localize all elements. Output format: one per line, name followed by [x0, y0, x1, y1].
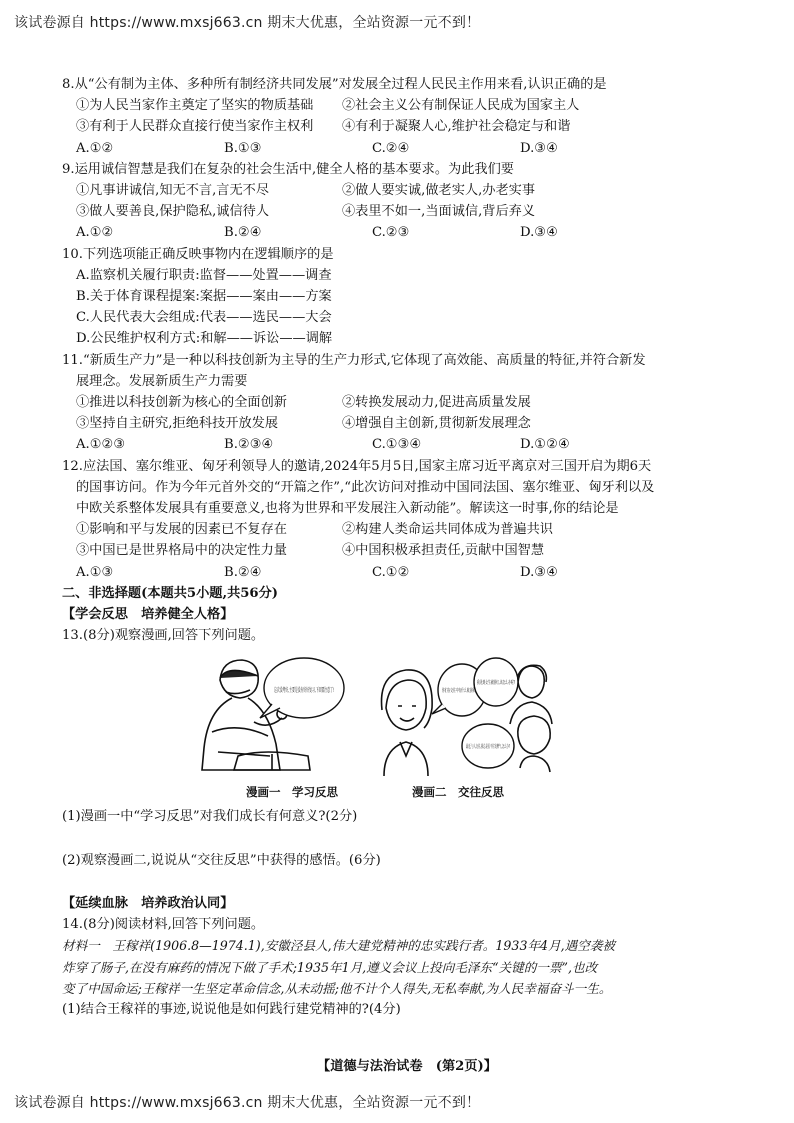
exam-page: [62, 74, 752, 1077]
bubble-text: 最近,与人交往,我总是忍不住发脾气,怎么办?: [466, 744, 564, 751]
question-10-stem: 10.下列选项能正确反映事物内在逻辑顺序的是: [62, 246, 334, 262]
statement: ①影响和平与发展的因素已不复存在: [76, 522, 287, 538]
watermark-top: 该试卷源自 https://www.mxsj663.cn 期末大优惠，全站资源一元不到！: [14, 15, 481, 31]
cartoon-2-caption: 漫画二 交往反思: [412, 785, 504, 800]
option-b: B.②④: [224, 564, 262, 580]
option-c: C.②③: [372, 225, 410, 241]
option-c: C.②④: [372, 140, 410, 156]
question-14-part-1: (1)结合王稼祥的事迹,说说他是如何践行建党精神的?(4分): [62, 1001, 401, 1017]
statement: ④表里不如一,当面诚信,背后弃义: [342, 204, 536, 220]
option-d: D.③④: [520, 140, 558, 156]
watermark-bottom: 该试卷源自 https://www.mxsj663.cn 期末大优惠，全站资源一元不到！: [14, 1095, 481, 1111]
question-9-statements-1: [62, 180, 752, 201]
cartoon-1-illustration: [198, 652, 348, 777]
question-11-stem-cont: 展理念。发展新质生产力需要: [76, 373, 248, 389]
statement: ②转换发展动力,促进高质量发展: [342, 395, 531, 411]
page-footer: 【道德与法治试卷 (第2页)】: [317, 1059, 497, 1075]
cartoon-1-caption: 漫画一 学习反思: [246, 785, 338, 800]
option-a: A.监察机关履行职责:监督——处置——调查: [76, 267, 332, 283]
question-12-options: [62, 562, 752, 583]
question-12-statements-2: [62, 540, 752, 561]
question-8-statements-2: [62, 116, 752, 137]
question-8-stem: 8.从“公有制为主体、多种所有制经济共同发展”对发展全过程人民民主作用来看,认识正确的是: [62, 77, 607, 92]
question-14-stem: 14.(8分)阅读材料,回答下列问题。: [62, 917, 265, 933]
statement: ②社会主义公有制保证人民成为国家主人: [342, 98, 580, 114]
bubble-text: [274, 686, 334, 694]
option-d: D.③④: [520, 225, 558, 241]
question-11-statements-2: [62, 413, 752, 434]
option-c: C.①③④: [372, 437, 422, 453]
question-11-statements-1: [62, 392, 752, 413]
material-1-line: 炸穿了肠子,在没有麻药的情况下做了手术;1935年1月,遵义会议上投向毛泽东“关键的一票”,也改: [62, 959, 598, 975]
option-c: C.人民代表大会组成:代表——选民——大会: [76, 310, 332, 326]
section-heading-reflection: 【学会反思 培养健全人格】: [62, 607, 234, 623]
option-c: C.①②: [372, 564, 410, 580]
option-a: A.①②③: [76, 437, 126, 453]
question-11-stem: 11.“新质生产力”是一种以科技创新为主导的生产力形式,它体现了高效能、高质量的特征,并符合新发: [62, 352, 646, 368]
question-9-stem: 9.运用诚信智慧是我们在复杂的社会生活中,健全人格的基本要求。为此我们要: [62, 161, 514, 177]
option-a: A.①②: [76, 225, 114, 241]
question-9-statements-2: [62, 201, 752, 222]
statement: ④增强自主创新,贯彻新发展理念: [342, 416, 531, 432]
question-8-options: [62, 138, 752, 159]
statement: ①凡事讲诚信,知无不言,言无不尽: [76, 183, 270, 199]
statement: ③坚持自主研究,拒绝科技开放发展: [76, 416, 279, 432]
statement: ③中国已是世界格局中的决定性力量: [76, 543, 287, 559]
option-a: A.①②: [76, 140, 114, 156]
question-8-statements-1: [62, 95, 752, 116]
cartoons: [62, 652, 752, 802]
statement: ③有利于人民群众直接行使当家作主权利: [76, 119, 314, 135]
option-b: B.②④: [224, 225, 262, 241]
section-heading-identity: 【延续血脉 培养政治认同】: [62, 895, 234, 911]
statement: ②构建人类命运共同体成为普遍共识: [342, 522, 553, 538]
question-13-part-2: (2)观察漫画二,说说从“交往反思”中获得的感悟。(6分): [62, 852, 381, 868]
statement: ④有利于凝聚人心,维护社会稳定与和谐: [342, 119, 571, 135]
statement: ④中国积极承担责任,贡献中国智慧: [342, 543, 545, 559]
question-13-part-1: (1)漫画一中“学习反思”对我们成长有何意义?(2分): [62, 809, 358, 825]
question-12-stem-cont: 中欧关系整体发展具有重要意义,也将为世界和平发展注入新动能”。解读这一时事,你的结论是: [76, 501, 619, 517]
statement: ③做人要善良,保护隐私,诚信待人: [76, 204, 270, 220]
cartoon-2-illustration: [370, 652, 564, 777]
question-13-stem: 13.(8分)观察漫画,回答下列问题。: [62, 628, 265, 644]
statement: ①推进以科技创新为核心的全面创新: [76, 395, 287, 411]
question-9-options: [62, 222, 752, 243]
question-12-stem-cont: 的国事访问。作为今年元首外交的“开篇之作”,“此次访问对推动中国同法国、塞尔维亚、匈牙利以及: [76, 479, 655, 495]
question-12-stem: 12.应法国、塞尔维亚、匈牙利领导人的邀请,2024年5月5日,国家主席习近平离京对三国开启为期6天: [62, 458, 652, 474]
material-1-line: 变了中国命运;王稼祥一生坚定革命信念,从未动摇;他不计个人得失,无私奉献,为人民幸福奋斗一生。: [62, 980, 612, 996]
question-12-statements-1: [62, 519, 752, 540]
bubble-text: 我见到女生就脸红,该怎么办呢?: [477, 680, 547, 687]
statement: ②做人要实诚,做老实人,办老实事: [342, 183, 536, 199]
part-2-heading: 二、非选择题(本题共5小题,共56分): [62, 585, 279, 601]
option-d: D.①②④: [520, 437, 570, 453]
statement: ①为人民当家作主奠定了坚实的物质基础: [76, 98, 314, 114]
option-d: D.公民维护权利方式:和解——诉讼——调解: [76, 331, 333, 347]
option-a: A.①③: [76, 564, 114, 580]
material-1-line: 材料一 王稼祥(1906.8—1974.1),安徽泾县人,伟大建党精神的忠实践行者。1933年4月,遇空袭被: [62, 938, 616, 954]
option-b: B.①③: [224, 140, 262, 156]
option-b: B.②③④: [224, 437, 274, 453]
option-d: D.③④: [520, 564, 558, 580]
option-b: B.关于体育课程提案:案据——案由——方案: [76, 289, 332, 305]
question-11-options: [62, 434, 752, 455]
